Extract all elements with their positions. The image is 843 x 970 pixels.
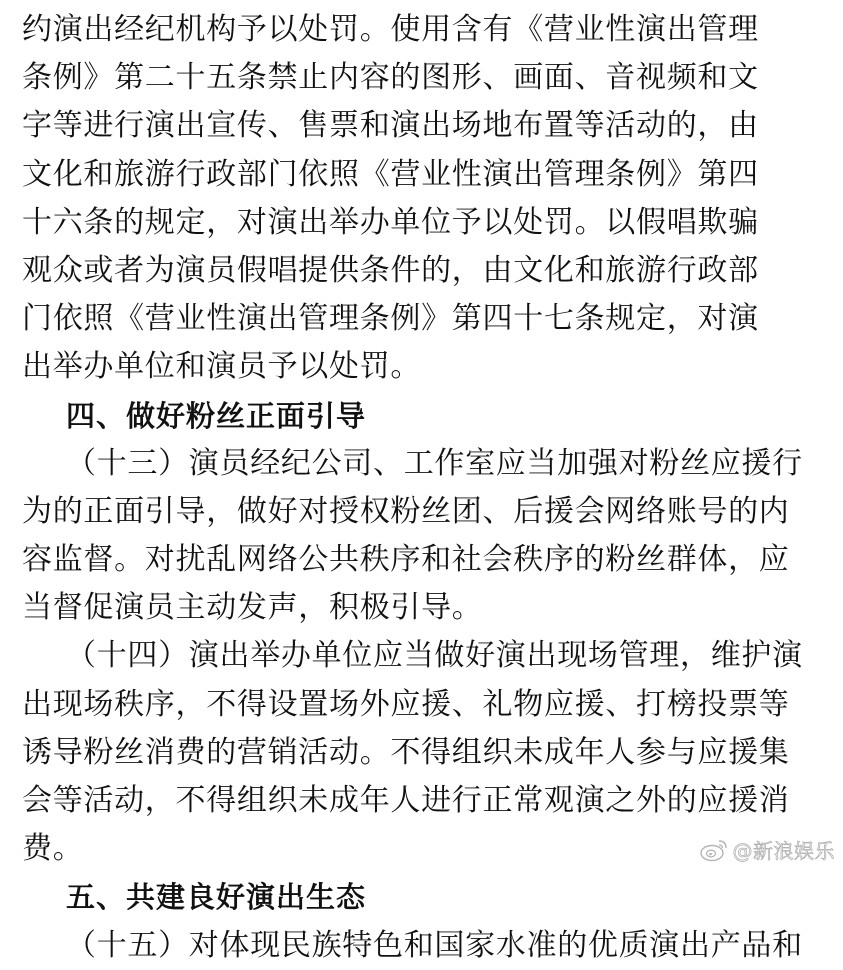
document-body — [22, 6, 832, 970]
text-line: 十六条的规定，对演出举办单位予以处罚。以假唱欺骗 — [22, 204, 759, 240]
text-line: 容监督。对扰乱网络公共秩序和社会秩序的粉丝群体，应 — [22, 542, 790, 578]
section-heading: 四、做好粉丝正面引导 — [66, 398, 367, 433]
text-line: 条例》第二十五条禁止内容的图形、画面、音视频和文 — [22, 60, 759, 96]
text-line: 约演出经纪机构予以处罚。使用含有《营业性演出管理 — [22, 12, 759, 47]
paragraph-start-line: （十五）对体现民族特色和国家水准的优质演出产品和 — [66, 927, 803, 963]
paragraph-start-line: （十四）演出举办单位应当做好演出现场管理，维护演 — [66, 638, 803, 674]
text-line: 诱导粉丝消费的营销活动。不得组织未成年人参与应援集 — [22, 734, 790, 770]
text-line: 会等活动，不得组织未成年人进行正常观演之外的应援消 — [22, 783, 790, 818]
text-line: 当督促演员主动发声，积极引导。 — [22, 590, 483, 626]
text-line: 费。 — [22, 831, 84, 867]
text-line: 门依照《营业性演出管理条例》第四十七条规定，对演 — [22, 301, 759, 337]
text-line: 观众或者为演员假唱提供条件的，由文化和旅游行政部 — [22, 252, 759, 288]
text-line: 为的正面引导，做好对授权粉丝团、后援会网络账号的内 — [22, 493, 790, 529]
watermark — [699, 835, 836, 864]
watermark-text: @新浪娱乐 — [732, 839, 835, 863]
weibo-icon — [699, 838, 729, 862]
text-line: 出现场秩序，不得设置场外应援、礼物应援、打榜投票等 — [22, 686, 790, 722]
text-line: 文化和旅游行政部门依照《营业性演出管理条例》第四 — [22, 156, 759, 192]
text-line: 字等进行演出宣传、售票和演出场地布置等活动的，由 — [22, 108, 759, 144]
text-line: 出举办单位和演员予以处罚。 — [22, 349, 422, 385]
paragraph-start-line: （十三）演员经纪公司、工作室应当加强对粉丝应援行 — [66, 445, 803, 481]
section-heading: 五、共建良好演出生态 — [66, 880, 367, 915]
